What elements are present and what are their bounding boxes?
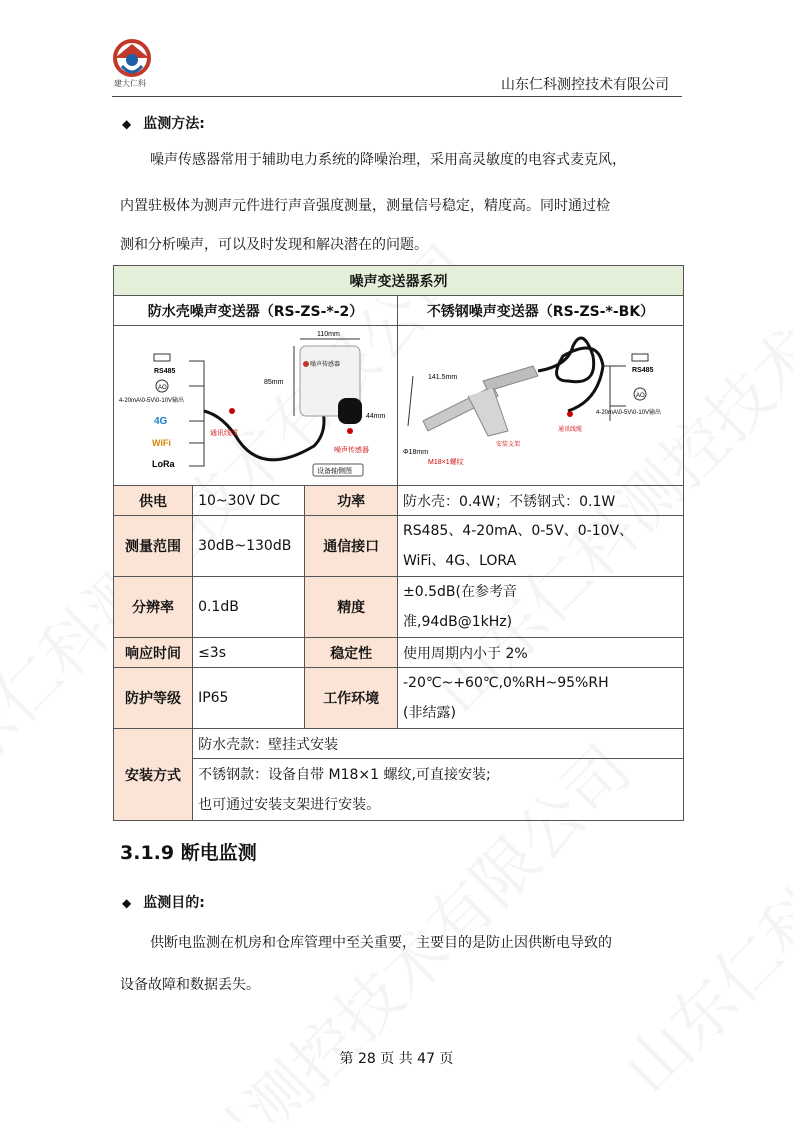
4g-label: 4G: [154, 416, 168, 427]
lora-label: LoRa: [152, 459, 175, 469]
dim-height: 85mm: [264, 379, 284, 386]
label-resolution: 分辨率: [114, 577, 193, 638]
col-waterproof-title: 防水壳噪声变送器（RS-ZS-*-2）: [114, 296, 398, 326]
dim-depth: 44mm: [366, 413, 386, 420]
value-power-supply: 10~30V DC: [193, 486, 305, 516]
value-accuracy-line-1: ±0.5dB(在参考音: [403, 584, 517, 600]
col-steel-title: 不锈钢噪声变送器（RS-ZS-*-BK）: [398, 296, 684, 326]
purpose-line-1: 供断电监测在机房和仓库管理中至关重要，主要目的是防止因供断电导致的: [150, 935, 612, 951]
value-response-time: ≤3s: [193, 638, 305, 668]
label-protection: 防护等级: [114, 668, 193, 729]
waterproof-diagram: [114, 326, 397, 481]
table-title: 噪声变送器系列: [114, 266, 684, 296]
purpose-heading: [122, 892, 205, 912]
method-heading: [122, 113, 205, 133]
wifi-label: WiFi: [152, 438, 171, 448]
ao-label-2: AO: [636, 393, 645, 399]
ao-desc-2: 4-20mA\0-5V\0-10V输出: [596, 410, 662, 416]
label-interface: 通信接口: [305, 516, 398, 577]
method-heading-text: 监测方法:: [143, 116, 205, 132]
steel-device-image: [398, 326, 684, 486]
label-response-time: 响应时间: [114, 638, 193, 668]
ao-label: AO: [158, 385, 167, 391]
rs485-label: RS485: [154, 368, 176, 375]
method-line-2: 内置驻极体为测声元件进行声音强度测量，测量信号稳定，精度高。同时通过检: [120, 198, 610, 214]
header-divider: [112, 96, 682, 97]
method-line-3: 测和分析噪声，可以及时发现和解决潜在的问题。: [120, 237, 428, 253]
value-power: 防水壳：0.4W；不锈钢式：0.1W: [398, 486, 684, 516]
value-stability: 使用周期内小于 2%: [398, 638, 684, 668]
label-power-supply: 供电: [114, 486, 193, 516]
diagram-caption: 设备轴侧图: [317, 468, 352, 475]
install-line-3: 也可通过安装支架进行安装。: [198, 796, 381, 813]
label-power: 功率: [305, 486, 398, 516]
purpose-line-2: 设备故障和数据丢失。: [120, 977, 260, 993]
method-line-1: 噪声传感器常用于辅助电力系统的降噪治理，采用高灵敏度的电容式麦克风，: [150, 152, 626, 168]
install-line-2: 不锈钢款：设备自带 M18×1 螺纹,可直接安装;: [198, 766, 491, 783]
rs485-label-2: RS485: [632, 367, 654, 374]
dim-diameter: Φ18mm: [403, 449, 429, 456]
value-interface-line-1: RS485、4-20mA、0-5V、0-10V、: [403, 523, 634, 539]
diamond-bullet-icon: ◆: [122, 896, 132, 910]
dim-length: 141.5mm: [428, 374, 458, 381]
steel-diagram: [398, 326, 683, 481]
label-environment: 工作环境: [305, 668, 398, 729]
label-stability: 稳定性: [305, 638, 398, 668]
section-heading: 3.1.9 断电监测: [120, 842, 257, 864]
value-interface-line-2: WiFi、4G、LORA: [403, 553, 517, 569]
sensor-label: 噪声传感器: [334, 447, 369, 454]
value-accuracy-line-2: 准,94dB@1kHz): [403, 614, 513, 630]
value-environment-line-1: -20℃~+60℃,0%RH~95%RH: [403, 675, 609, 691]
diamond-bullet-icon: ◆: [122, 117, 132, 131]
label-range: 测量范围: [114, 516, 193, 577]
value-range: 30dB~130dB: [193, 516, 305, 577]
value-environment-line-2: (非结露): [403, 705, 456, 721]
bracket-label: 安装支架: [496, 442, 521, 448]
waterproof-device-image: [114, 326, 398, 486]
label-accuracy: 精度: [305, 577, 398, 638]
value-accuracy: [398, 577, 684, 638]
thread-label: M18×1螺纹: [428, 459, 464, 466]
ao-desc: 4-20mA\0-5V\0-10V输出: [119, 398, 185, 404]
purpose-heading-text: 监测目的:: [143, 895, 205, 911]
label-install: 安装方式: [114, 729, 193, 821]
value-interface: [398, 516, 684, 577]
cable-label-2: 通讯线缆: [558, 427, 583, 433]
value-protection: IP65: [193, 668, 305, 729]
logo-text: 建大仁科: [114, 79, 146, 88]
dim-width: 110mm: [317, 331, 340, 338]
install-line-1: 防水壳款：壁挂式安装: [193, 729, 684, 759]
spec-table: [113, 265, 684, 821]
device-label: 噪声传感器: [310, 362, 341, 368]
company-name: 山东仁科测控技术有限公司: [501, 77, 669, 93]
value-resolution: 0.1dB: [193, 577, 305, 638]
cable-label: 通讯线缆: [210, 430, 238, 437]
value-environment: [398, 668, 684, 729]
page-number: 第 28 页 共 47 页: [339, 1051, 454, 1067]
install-steel: [193, 759, 684, 821]
